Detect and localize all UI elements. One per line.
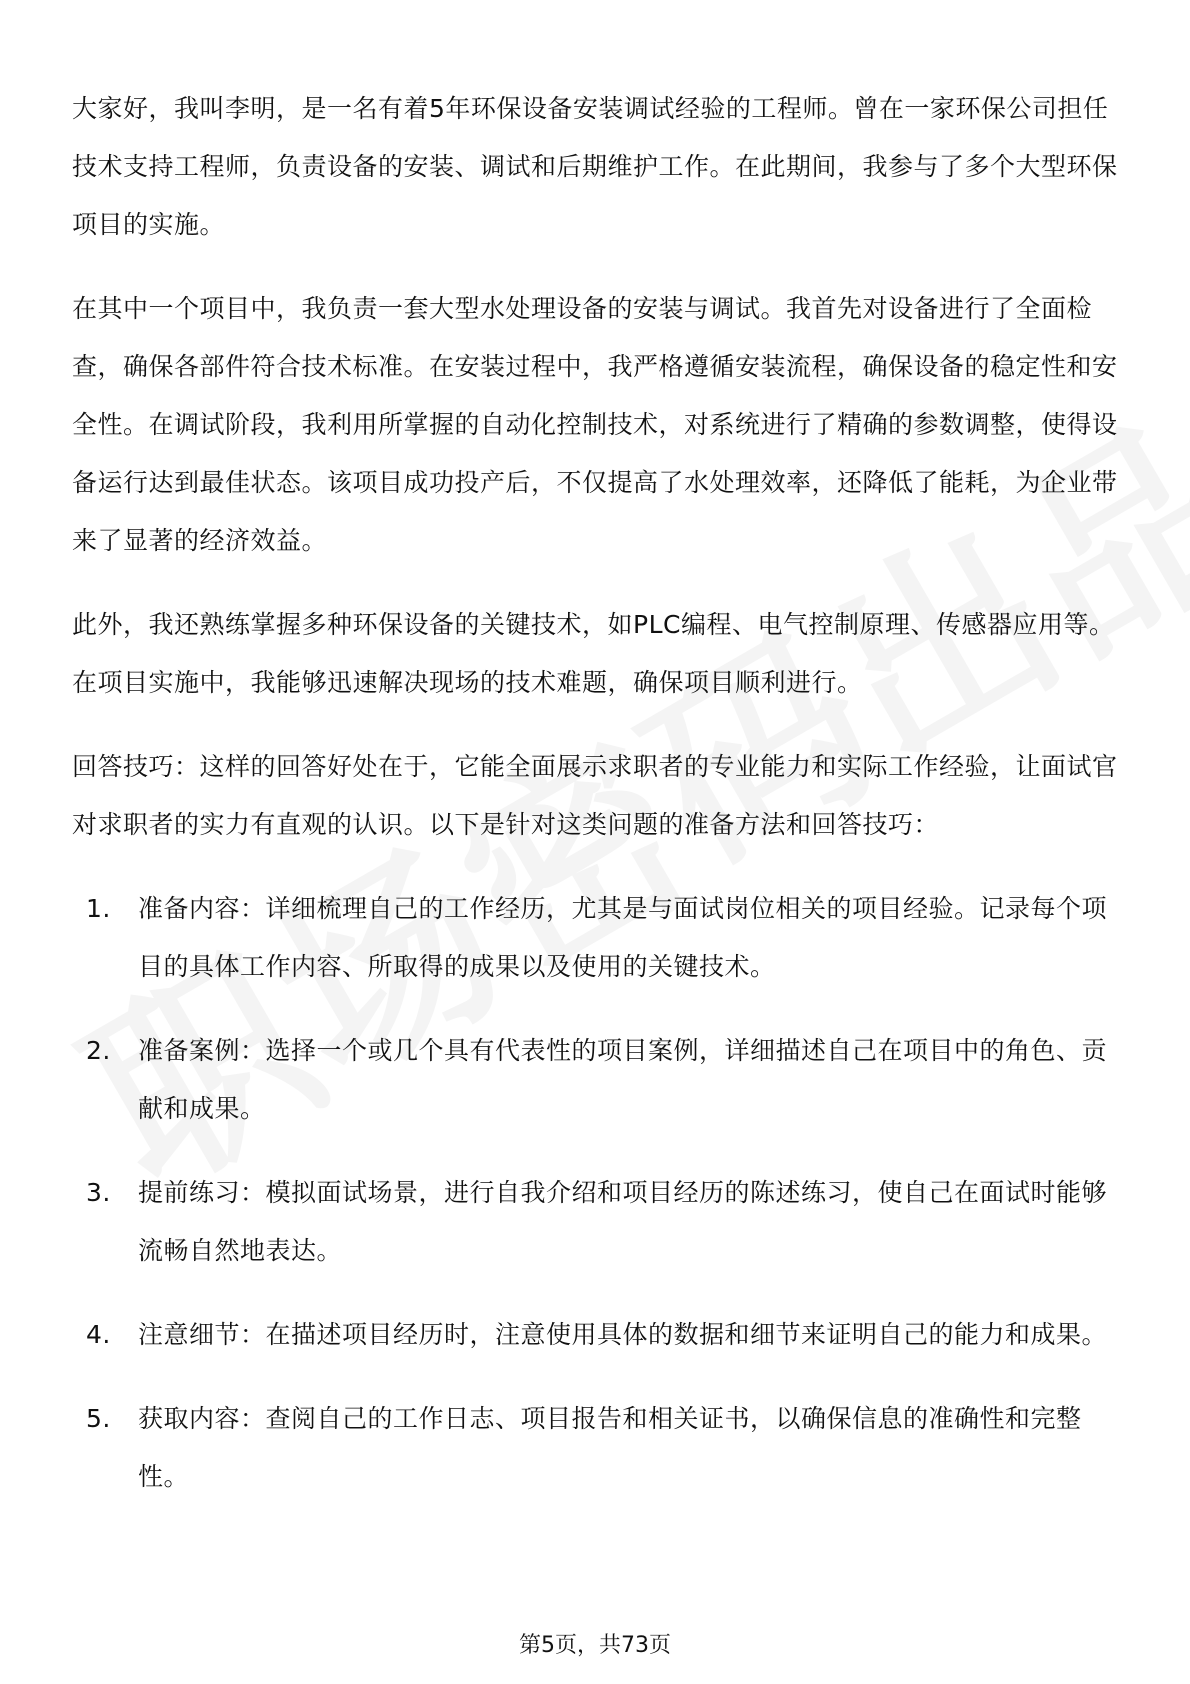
list-item <box>72 1306 1120 1364</box>
list-text: 准备案例：选择一个或几个具有代表性的项目案例，详细描述自己在项目中的角色、贡献和成果。 <box>138 1036 1108 1123</box>
tips-paragraph: 回答技巧：这样的回答好处在于，它能全面展示求职者的专业能力和实际工作经验，让面试官对求职者的实力有直观的认识。以下是针对这类问题的准备方法和回答技巧： <box>72 752 1118 839</box>
page-footer: 第5页，共73页 <box>519 1633 671 1658</box>
list-item <box>72 1164 1120 1280</box>
list-text: 注意细节：在描述项目经历时，注意使用具体的数据和细节来证明自己的能力和成果。 <box>138 1320 1108 1349</box>
list-text: 获取内容：查阅自己的工作日志、项目报告和相关证书，以确保信息的准确性和完整性。 <box>138 1404 1082 1491</box>
list-number: 2. <box>86 1036 111 1065</box>
page-content <box>72 80 1120 1532</box>
list-text: 准备内容：详细梳理自己的工作经历，尤其是与面试岗位相关的项目经验。记录每个项目的具体工作内容、所取得的成果以及使用的关键技术。 <box>138 894 1108 981</box>
tips-list <box>72 880 1120 1506</box>
list-number: 5. <box>86 1404 111 1433</box>
list-number: 1. <box>86 894 111 923</box>
list-item <box>72 1022 1120 1138</box>
list-number: 4. <box>86 1320 111 1349</box>
skills-paragraph: 此外，我还熟练掌握多种环保设备的关键技术，如PLC编程、电气控制原理、传感器应用等。在项目实施中，我能够迅速解决现场的技术难题，确保项目顺利进行。 <box>72 610 1115 697</box>
project-paragraph: 在其中一个项目中，我负责一套大型水处理设备的安装与调试。我首先对设备进行了全面检查，确保各部件符合技术标准。在安装过程中，我严格遵循安装流程，确保设备的稳定性和安全性。在调试阶段，我利用所掌握的自动化控制技术，对系统进行了精确的参数调整，使得设备运行达到最佳状态。该项目成功投产后，不仅提高了水处理效率，还降低了能耗，为企业带来了显著的经济效益。 <box>72 294 1118 555</box>
list-item <box>72 880 1120 996</box>
intro-paragraph: 大家好，我叫李明，是一名有着5年环保设备安装调试经验的工程师。曾在一家环保公司担任技术支持工程师，负责设备的安装、调试和后期维护工作。在此期间，我参与了多个大型环保项目的实施。 <box>72 94 1118 239</box>
list-item <box>72 1390 1120 1506</box>
list-text: 提前练习：模拟面试场景，进行自我介绍和项目经历的陈述练习，使自己在面试时能够流畅自然地表达。 <box>138 1178 1108 1265</box>
list-number: 3. <box>86 1178 111 1207</box>
